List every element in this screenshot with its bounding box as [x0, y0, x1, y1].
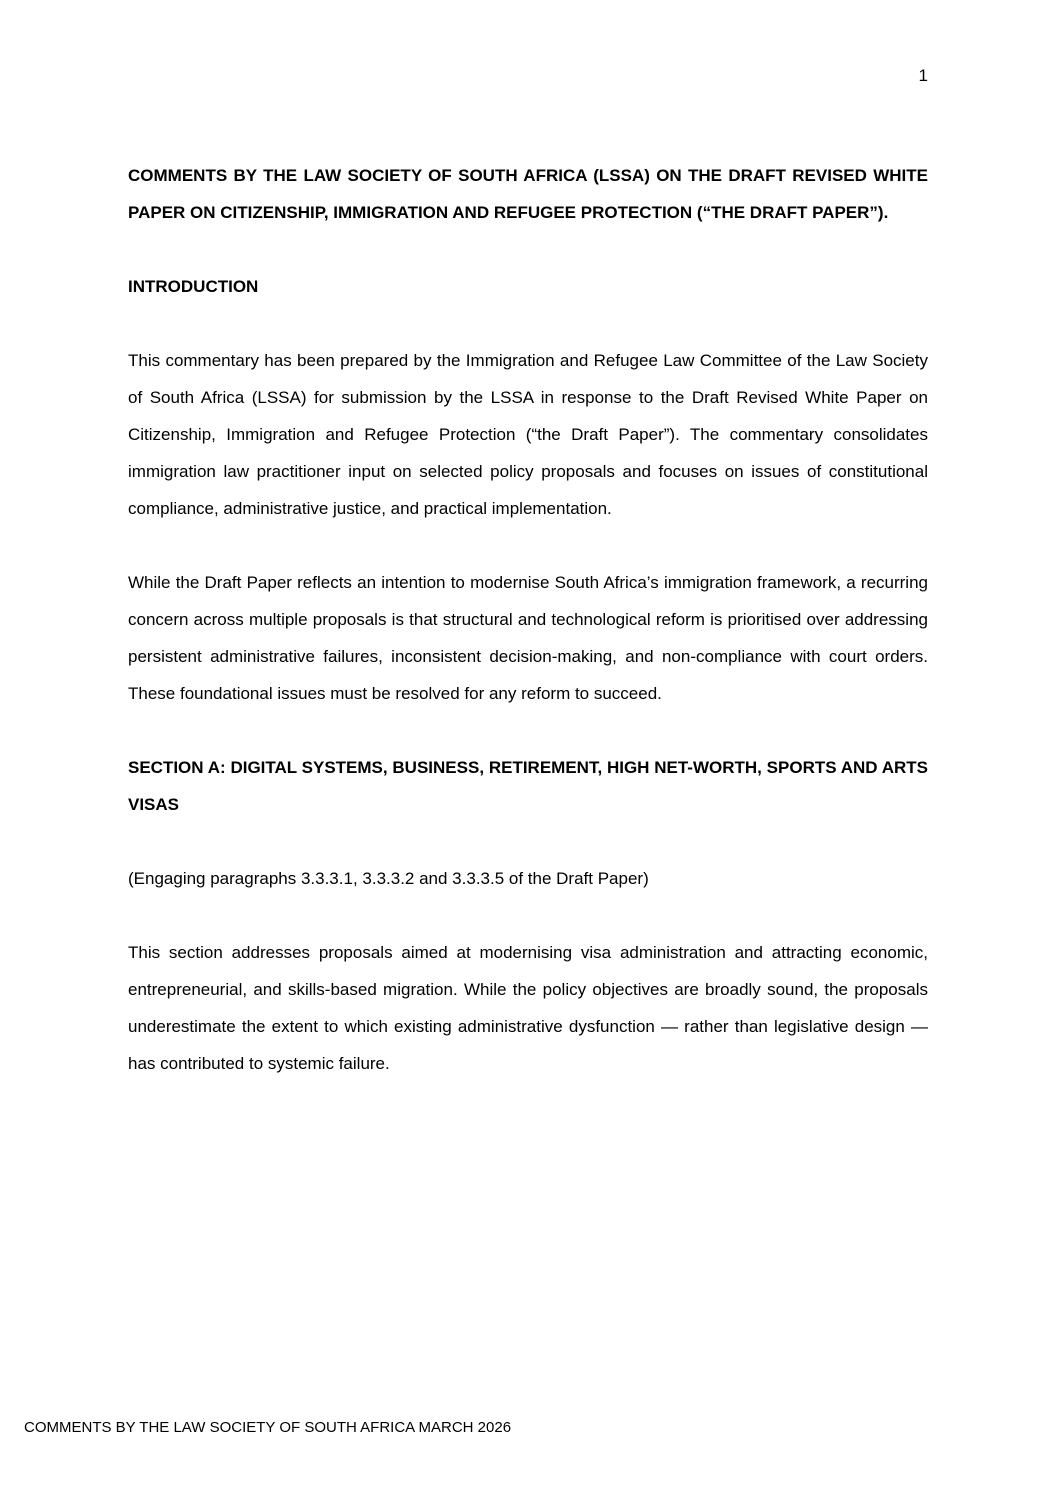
introduction-paragraph-1: This commentary has been prepared by the Immigration and Refugee Law Committee of the Law Society of South Africa (LSSA) for submission by the LSSA in response to the Draft Revised White Paper on Citizenship, Immigration and Refugee Protection (“the Draft Paper”). The commentary consolidates immigration law practitioner input on selected policy proposals and focuses on issues of constitutional compliance, administrative justice, and practical implementation. [128, 351, 928, 518]
introduction-paragraph-2: While the Draft Paper reflects an intention to modernise South Africa’s immigration framework, a recurring concern across multiple proposals is that structural and technological reform is prioritised over addressing persistent administrative failures, inconsistent decision-making, and non-compliance with court orders. These foundational issues must be resolved for any reform to succeed. [128, 573, 928, 703]
section-a-engaging-note: (Engaging paragraphs 3.3.3.1, 3.3.3.2 and 3.3.3.5 of the Draft Paper) [128, 869, 649, 888]
document-title: COMMENTS BY THE LAW SOCIETY OF SOUTH AFRICA (LSSA) ON THE DRAFT REVISED WHITE PAPER ON CITIZENSHIP, IMMIGRATION AND REFUGEE PROTECTION (“THE DRAFT PAPER”). [128, 166, 928, 222]
section-a-paragraph-1: This section addresses proposals aimed at modernising visa administration and attracting economic, entrepreneurial, and skills-based migration. While the policy objectives are broadly sound, the proposals underestimate the extent to which existing administrative dysfunction — rather than legislative design — has contributed to systemic failure. [128, 943, 928, 1073]
page-footer: COMMENTS BY THE LAW SOCIETY OF SOUTH AFRICA MARCH 2026 [24, 1419, 512, 1436]
introduction-heading: INTRODUCTION [128, 277, 259, 296]
page-number: 1 [918, 66, 928, 85]
section-a-heading: SECTION A: DIGITAL SYSTEMS, BUSINESS, RETIREMENT, HIGH NET-WORTH, SPORTS AND ARTS VISAS [128, 758, 928, 814]
document-body [128, 0, 928, 1082]
